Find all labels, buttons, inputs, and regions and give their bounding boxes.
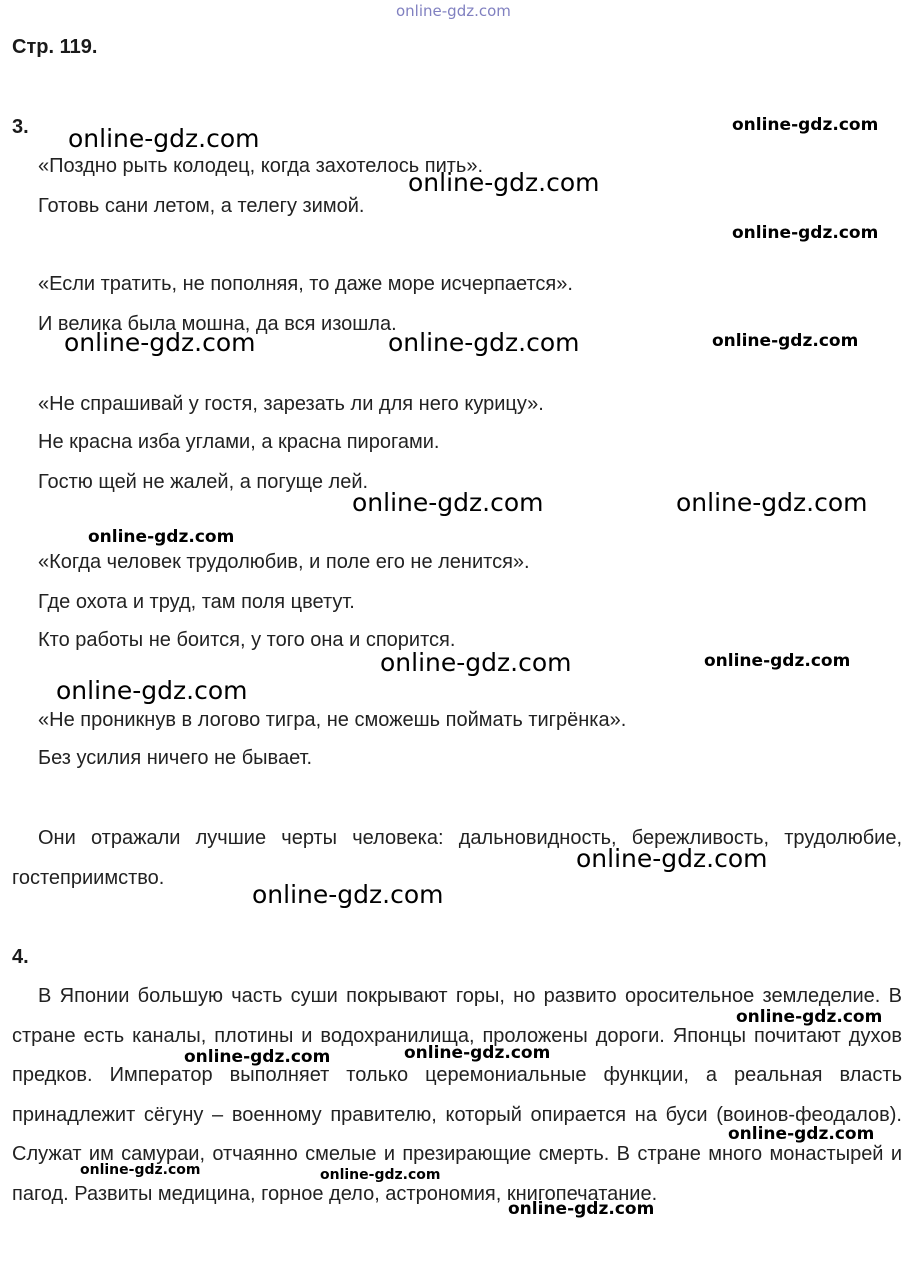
watermark: online-gdz.com: [380, 648, 572, 677]
proverb-line: Кто работы не боится, у того она и спорится.: [38, 629, 456, 651]
watermark: online-gdz.com: [732, 115, 879, 135]
proverb-line: «Если тратить, не пополняя, то даже море исчерпается».: [38, 273, 573, 295]
watermark: online-gdz.com: [388, 328, 580, 357]
watermark: online-gdz.com: [396, 2, 511, 20]
watermark: online-gdz.com: [320, 1167, 441, 1183]
task-4-number: 4.: [12, 946, 29, 968]
proverb-line: Где охота и труд, там поля цветут.: [38, 591, 355, 613]
watermark: online-gdz.com: [80, 1162, 201, 1178]
watermark: online-gdz.com: [64, 328, 256, 357]
proverb-line: «Когда человек трудолюбив, и поле его не ленится».: [38, 551, 530, 573]
watermark: online-gdz.com: [712, 331, 859, 351]
watermark: online-gdz.com: [404, 1043, 551, 1063]
task-3-conclusion: Они отражали лучшие черты человека: дальновидность, бережливость, трудолюбие, гостеприимство.: [12, 827, 902, 889]
watermark: online-gdz.com: [728, 1124, 875, 1144]
watermark: online-gdz.com: [252, 880, 444, 909]
watermark: online-gdz.com: [704, 651, 851, 671]
proverb-line: Без усилия ничего не бывает.: [38, 747, 313, 769]
watermark: online-gdz.com: [88, 527, 235, 547]
watermark: online-gdz.com: [508, 1199, 655, 1219]
watermark: online-gdz.com: [676, 488, 868, 517]
proverb-line: Не красна изба углами, а красна пирогами.: [38, 431, 440, 453]
proverb-line: «Не спрашивай у гостя, зарезать ли для него курицу».: [38, 393, 544, 415]
watermark: online-gdz.com: [184, 1047, 331, 1067]
watermark: online-gdz.com: [576, 844, 768, 873]
task-4-text: В Японии большую часть суши покрывают горы, но развито оросительное земледелие. В стране есть каналы, плотины и водохранилища, проложены дороги. Японцы почитают духов предков. Император выполняет только церемониальные функции, а реальная власть принадлежит сёгуну – военному правителю, который опирается на буси (воинов-феодалов). Служат им самураи, отчаянно смелые и презирающие смерть. В стране много монастырей и пагод. Развиты медицина, горное дело, астрономия, книгопечатание.: [12, 985, 902, 1205]
task-3-number: 3.: [12, 116, 29, 138]
proverb-line: И велика была мошна, да вся изошла.: [38, 313, 397, 335]
watermark: online-gdz.com: [56, 676, 248, 705]
proverb-line: «Поздно рыть колодец, когда захотелось пить».: [38, 155, 483, 177]
proverb-line: Гостю щей не жалей, а погуще лей.: [38, 471, 369, 493]
watermark: online-gdz.com: [408, 168, 600, 197]
watermark: online-gdz.com: [352, 488, 544, 517]
page-title: Стр. 119.: [12, 36, 98, 58]
watermark: online-gdz.com: [732, 223, 879, 243]
watermark: online-gdz.com: [68, 124, 260, 153]
proverb-line: «Не проникнув в логово тигра, не сможешь поймать тигрёнка».: [38, 709, 627, 731]
watermark: online-gdz.com: [736, 1007, 883, 1027]
proverb-line: Готовь сани летом, а телегу зимой.: [38, 195, 365, 217]
